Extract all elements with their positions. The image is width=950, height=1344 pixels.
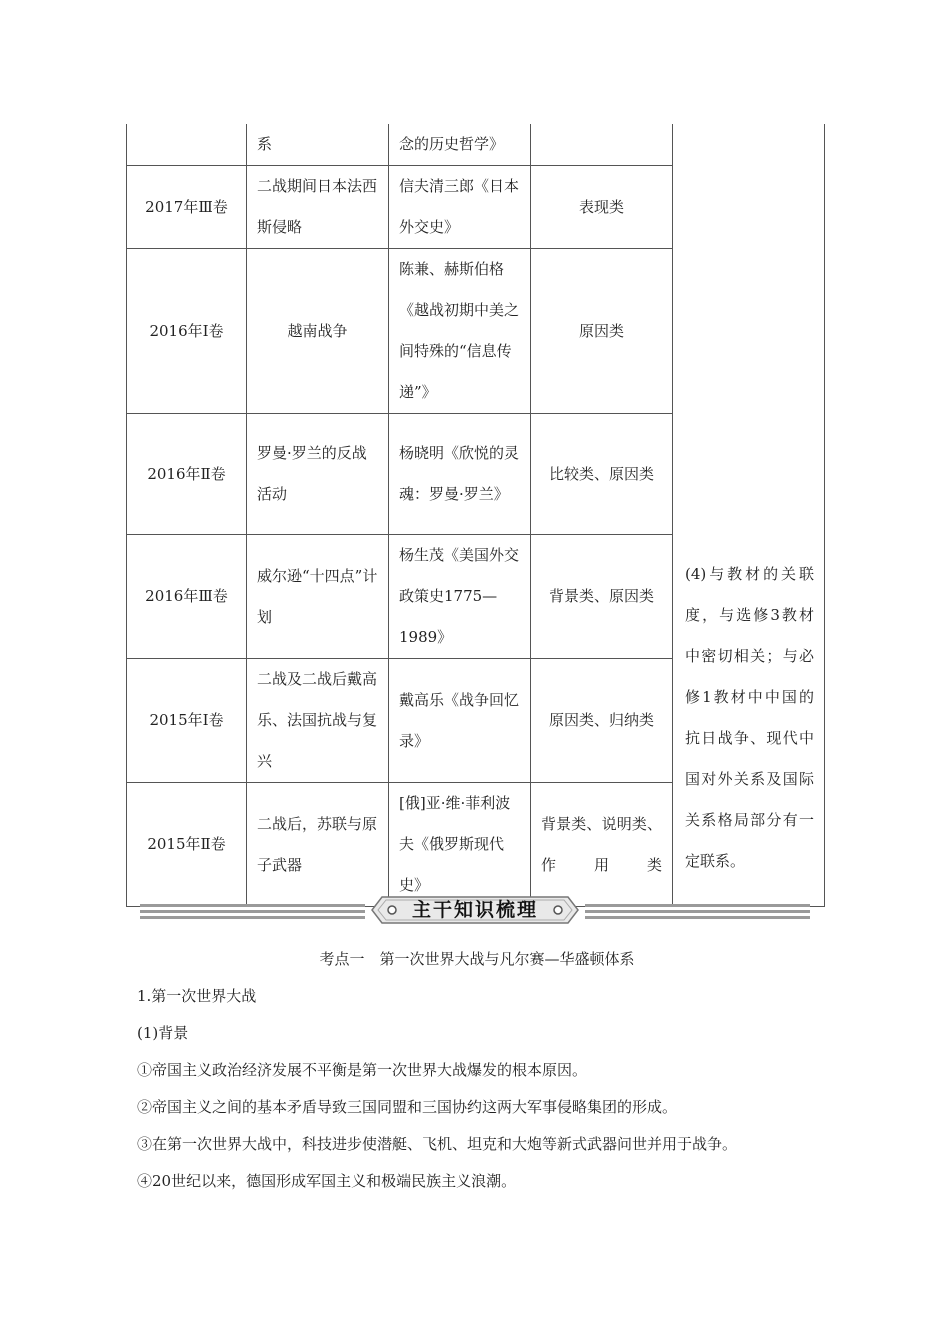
section-heading: 考点一 第一次世界大战与凡尔赛—华盛顿体系 <box>319 950 635 968</box>
topic-cell: 二战及二战后戴高乐、法国抗战与复兴 <box>247 659 389 783</box>
type-cell: 表现类 <box>531 166 673 249</box>
banner-title-box <box>370 895 580 925</box>
topic-cell: 二战后，苏联与原子武器 <box>247 783 389 907</box>
banner-stripe <box>585 904 810 907</box>
topic-cell: 罗曼·罗兰的反战活动 <box>247 414 389 535</box>
source-cell: 杨晓明《欣悦的灵魂：罗曼·罗兰》 <box>389 414 531 535</box>
text-line: (1)背景 <box>137 1024 189 1042</box>
source-cell: 陈兼、赫斯伯格《越战初期中美之间特殊的“信息传递”》 <box>389 249 531 414</box>
banner-stripe <box>140 916 365 919</box>
exam-table <box>126 124 825 907</box>
banner-stripe <box>140 904 365 907</box>
topic-cell: 系 <box>247 124 389 166</box>
source-cell: 戴高乐《战争回忆录》 <box>389 659 531 783</box>
topic-cell: 威尔逊“十四点”计划 <box>247 535 389 659</box>
text-line: ④20世纪以来，德国形成军国主义和极端民族主义浪潮。 <box>137 1172 517 1190</box>
topic-cell: 越南战争 <box>247 249 389 414</box>
banner-stripe <box>585 916 810 919</box>
year-cell: 2016年Ⅲ卷 <box>127 535 247 659</box>
year-cell: 2017年Ⅲ卷 <box>127 166 247 249</box>
table-row <box>127 124 825 166</box>
text-line: ②帝国主义之间的基本矛盾导致三国同盟和三国协约这两大军事侵略集团的形成。 <box>137 1098 678 1116</box>
text-line: ①帝国主义政治经济发展不平衡是第一次世界大战爆发的根本原因。 <box>137 1061 588 1079</box>
banner-stripe <box>585 910 810 913</box>
source-cell: 念的历史哲学》 <box>389 124 531 166</box>
source-cell: [俄]亚·维·菲利波夫《俄罗斯现代史》 <box>389 783 531 907</box>
type-cell: 背景类、原因类 <box>531 535 673 659</box>
text-line: 1.第一次世界大战 <box>137 987 257 1005</box>
year-cell: 2016年Ⅰ卷 <box>127 249 247 414</box>
year-cell <box>127 124 247 166</box>
textbook-relation-note: (4)与教材的关联度，与选修3教材中密切相关；与必修1教材中中国的抗日战争、现代中国对外关系及国际关系格局部分有一定联系。 <box>673 124 825 907</box>
source-cell: 信夫清三郎《日本外交史》 <box>389 166 531 249</box>
type-cell: 背景类、说明类、作用类 <box>531 783 673 907</box>
type-cell <box>531 124 673 166</box>
topic-cell: 二战期间日本法西斯侵略 <box>247 166 389 249</box>
section-banner <box>140 895 810 925</box>
banner-stripe <box>140 910 365 913</box>
year-cell: 2015年Ⅱ卷 <box>127 783 247 907</box>
type-cell: 原因类 <box>531 249 673 414</box>
source-cell: 杨生茂《美国外交政策史1775—1989》 <box>389 535 531 659</box>
type-cell: 原因类、归纳类 <box>531 659 673 783</box>
year-cell: 2016年Ⅱ卷 <box>127 414 247 535</box>
type-cell: 比较类、原因类 <box>531 414 673 535</box>
text-line: ③在第一次世界大战中，科技进步使潜艇、飞机、坦克和大炮等新式武器问世并用于战争。 <box>137 1135 738 1153</box>
year-cell: 2015年Ⅰ卷 <box>127 659 247 783</box>
banner-title: 主干知识梳理 <box>411 899 538 921</box>
